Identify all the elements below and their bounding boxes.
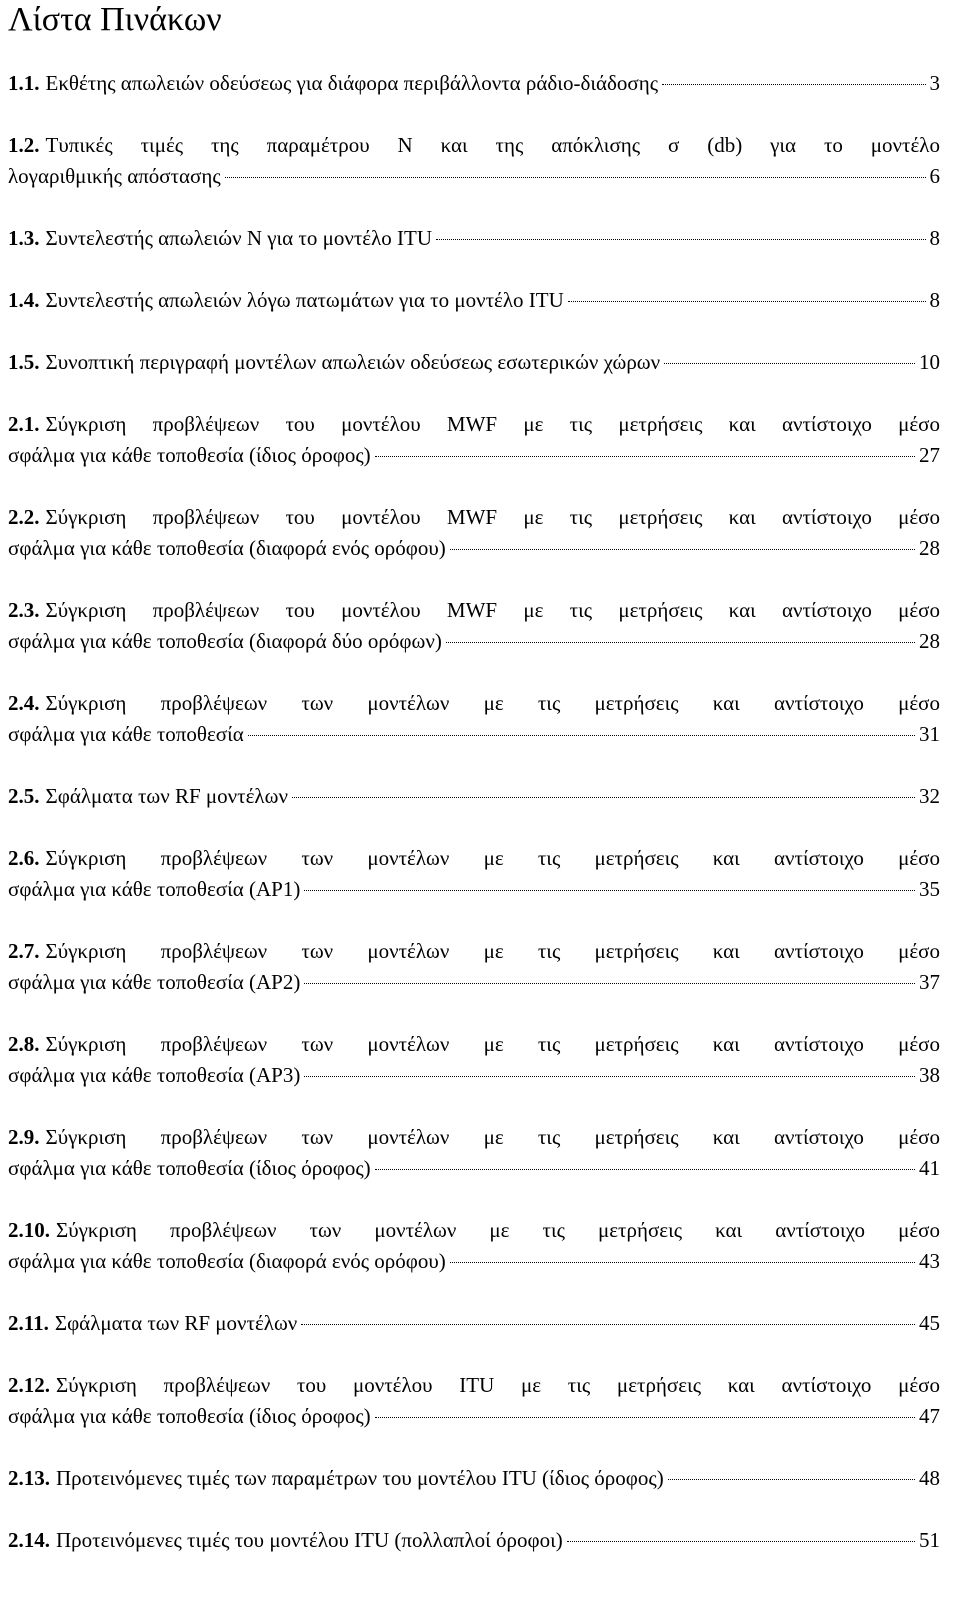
entry-first-line	[8, 688, 940, 719]
entry-number: 2.10.	[8, 1218, 50, 1242]
entry-title: Συντελεστής απωλειών λόγω πατωμάτων για το μοντέλο ITU	[45, 288, 564, 312]
entry-first-line	[8, 502, 940, 533]
dot-leader	[668, 1479, 915, 1480]
toc-entry[interactable]	[8, 936, 940, 998]
page-number: 31	[919, 722, 940, 746]
entry-last-line	[8, 781, 940, 812]
entry-number: 2.11.	[8, 1311, 49, 1335]
dot-leader	[375, 1169, 915, 1170]
entry-title-first: Σύγκριση προβλέψεων του μοντέλου MWF με τις μετρήσεις και αντίστοιχο μέσο	[45, 412, 940, 436]
entry-first-line	[8, 843, 940, 874]
entry-title-first: Σύγκριση προβλέψεων των μοντέλων με τις μετρήσεις και αντίστοιχο μέσο	[45, 939, 940, 963]
entry-title: σφάλμα για κάθε τοποθεσία (διαφορά ενός ορόφου)	[8, 1249, 446, 1273]
dot-leader	[375, 456, 915, 457]
entry-first-line	[8, 936, 940, 967]
entry-title: λογαριθμικής απόστασης	[8, 164, 221, 188]
toc-entry[interactable]	[8, 781, 940, 812]
entry-number: 1.3.	[8, 226, 40, 250]
entry-last-line	[8, 626, 940, 657]
entry-number: 2.12.	[8, 1373, 50, 1397]
dot-leader	[450, 1262, 915, 1263]
entry-title: σφάλμα για κάθε τοποθεσία (διαφορά δύο ορόφων)	[8, 629, 442, 653]
page-number: 35	[919, 877, 940, 901]
dot-leader	[567, 1541, 915, 1542]
entry-number: 2.2.	[8, 505, 40, 529]
entry-title-first: Σύγκριση προβλέψεων των μοντέλων με τις μετρήσεις και αντίστοιχο μέσο	[45, 1032, 940, 1056]
entry-last-line	[8, 1525, 940, 1556]
entry-number: 2.4.	[8, 691, 40, 715]
page-title: Λίστα Πινάκων	[8, 1, 222, 38]
entry-title-first: Σύγκριση προβλέψεων του μοντέλου ITU με τις μετρήσεις και αντίστοιχο μέσο	[56, 1373, 940, 1397]
entry-title: σφάλμα για κάθε τοποθεσία (ίδιος όροφος)	[8, 443, 371, 467]
entry-last-line	[8, 440, 940, 471]
entry-last-line	[8, 285, 940, 316]
dot-leader	[225, 177, 926, 178]
entry-first-line	[8, 1215, 940, 1246]
entry-number: 2.14.	[8, 1528, 50, 1552]
entry-number: 2.7.	[8, 939, 40, 963]
toc-entry[interactable]	[8, 1215, 940, 1277]
entry-number: 1.1.	[8, 71, 40, 95]
entry-last-line	[8, 347, 940, 378]
dot-leader	[436, 239, 925, 240]
dot-leader	[292, 797, 915, 798]
dot-leader	[446, 642, 915, 643]
toc-entry[interactable]	[8, 347, 940, 378]
page-number: 28	[919, 629, 940, 653]
entry-number: 2.8.	[8, 1032, 40, 1056]
dot-leader	[304, 890, 915, 891]
entry-first-line	[8, 1370, 940, 1401]
toc-entry[interactable]	[8, 1463, 940, 1494]
entry-number: 2.6.	[8, 846, 40, 870]
entry-last-line	[8, 533, 940, 564]
toc-entry[interactable]	[8, 1122, 940, 1184]
entry-last-line	[8, 874, 940, 905]
toc-entry[interactable]	[8, 223, 940, 254]
document-page	[8, 0, 940, 1587]
page-number: 48	[919, 1466, 940, 1490]
entry-title-first: Σύγκριση προβλέψεων του μοντέλου MWF με τις μετρήσεις και αντίστοιχο μέσο	[45, 505, 940, 529]
page-number: 43	[919, 1249, 940, 1273]
page-number: 32	[919, 784, 940, 808]
page-number: 47	[919, 1404, 940, 1428]
toc-entry[interactable]	[8, 688, 940, 750]
entry-title-first: Τυπικές τιμές της παραμέτρου Ν και της απόκλισης σ (db) για το μοντέλο	[45, 133, 940, 157]
toc-entry[interactable]	[8, 130, 940, 192]
entry-number: 2.1.	[8, 412, 40, 436]
toc-entry[interactable]	[8, 1029, 940, 1091]
toc-entry[interactable]	[8, 1308, 940, 1339]
dot-leader	[375, 1417, 915, 1418]
entry-number: 1.2.	[8, 133, 40, 157]
entry-title: Συνοπτική περιγραφή μοντέλων απωλειών οδεύσεως εσωτερικών χώρων	[45, 350, 661, 374]
toc-entry[interactable]	[8, 285, 940, 316]
entry-title: σφάλμα για κάθε τοποθεσία (AP1)	[8, 877, 301, 901]
dot-leader	[662, 84, 925, 85]
entry-title: σφάλμα για κάθε τοποθεσία (ίδιος όροφος)	[8, 1404, 371, 1428]
entry-last-line	[8, 1401, 940, 1432]
entry-number: 1.4.	[8, 288, 40, 312]
dot-leader	[301, 1324, 915, 1325]
entry-last-line	[8, 161, 940, 192]
entry-last-line	[8, 719, 940, 750]
toc-entry[interactable]	[8, 1370, 940, 1432]
entry-title: σφάλμα για κάθε τοποθεσία (AP2)	[8, 970, 301, 994]
entry-title: Σφάλματα των RF μοντέλων	[45, 784, 288, 808]
page-number: 10	[919, 350, 940, 374]
entry-first-line	[8, 1122, 940, 1153]
entry-title: σφάλμα για κάθε τοποθεσία (AP3)	[8, 1063, 301, 1087]
entry-number: 2.3.	[8, 598, 40, 622]
entry-last-line	[8, 223, 940, 254]
entry-number: 2.5.	[8, 784, 40, 808]
toc-entry[interactable]	[8, 502, 940, 564]
entry-first-line	[8, 409, 940, 440]
dot-leader	[304, 983, 915, 984]
page-number: 27	[919, 443, 940, 467]
entry-number: 1.5.	[8, 350, 40, 374]
toc-entry[interactable]	[8, 409, 940, 471]
page-number: 45	[919, 1311, 940, 1335]
page-number: 41	[919, 1156, 940, 1180]
toc-entry[interactable]	[8, 1525, 940, 1556]
toc-entry[interactable]	[8, 68, 940, 99]
page-number: 37	[919, 970, 940, 994]
dot-leader	[304, 1076, 915, 1077]
entry-last-line	[8, 68, 940, 99]
entry-title: σφάλμα για κάθε τοποθεσία	[8, 722, 244, 746]
entry-first-line	[8, 130, 940, 161]
entry-last-line	[8, 1060, 940, 1091]
page-number: 38	[919, 1063, 940, 1087]
entry-title: σφάλμα για κάθε τοποθεσία (ίδιος όροφος)	[8, 1156, 371, 1180]
entry-last-line	[8, 1246, 940, 1277]
page-number: 6	[929, 164, 940, 188]
page-number: 28	[919, 536, 940, 560]
entry-number: 2.9.	[8, 1125, 40, 1149]
page-number: 8	[929, 288, 940, 312]
entry-last-line	[8, 1153, 940, 1184]
toc-entry[interactable]	[8, 595, 940, 657]
entry-last-line	[8, 1308, 940, 1339]
dot-leader	[248, 735, 915, 736]
entry-title: Προτεινόμενες τιμές των παραμέτρων του μοντέλου ITU (ίδιος όροφος)	[56, 1466, 664, 1490]
entry-title-first: Σύγκριση προβλέψεων του μοντέλου MWF με τις μετρήσεις και αντίστοιχο μέσο	[45, 598, 940, 622]
entry-first-line	[8, 1029, 940, 1060]
entry-title: Σφάλματα των RF μοντέλων	[54, 1311, 298, 1335]
entry-title: Εκθέτης απωλειών οδεύσεως για διάφορα περιβάλλοντα ράδιο-διάδοσης	[45, 71, 659, 95]
entry-title: σφάλμα για κάθε τοποθεσία (διαφορά ενός ορόφου)	[8, 536, 446, 560]
dot-leader	[664, 363, 915, 364]
entry-title-first: Σύγκριση προβλέψεων των μοντέλων με τις μετρήσεις και αντίστοιχο μέσο	[45, 1125, 940, 1149]
page-number: 51	[919, 1528, 940, 1552]
dot-leader	[450, 549, 915, 550]
entry-title-first: Σύγκριση προβλέψεων των μοντέλων με τις μετρήσεις και αντίστοιχο μέσο	[56, 1218, 940, 1242]
page-number: 8	[929, 226, 940, 250]
entry-number: 2.13.	[8, 1466, 50, 1490]
entry-last-line	[8, 1463, 940, 1494]
entry-first-line	[8, 595, 940, 626]
entry-last-line	[8, 967, 940, 998]
toc-entry[interactable]	[8, 843, 940, 905]
entry-title-first: Σύγκριση προβλέψεων των μοντέλων με τις μετρήσεις και αντίστοιχο μέσο	[45, 691, 940, 715]
entry-title: Συντελεστής απωλειών Ν για το μοντέλο ITU	[45, 226, 433, 250]
dot-leader	[568, 301, 926, 302]
entry-title: Προτεινόμενες τιμές του μοντέλου ITU (πολλαπλοί όροφοι)	[56, 1528, 563, 1552]
table-of-tables-list	[8, 68, 940, 1556]
entry-title-first: Σύγκριση προβλέψεων των μοντέλων με τις μετρήσεις και αντίστοιχο μέσο	[45, 846, 940, 870]
page-number: 3	[929, 71, 940, 95]
